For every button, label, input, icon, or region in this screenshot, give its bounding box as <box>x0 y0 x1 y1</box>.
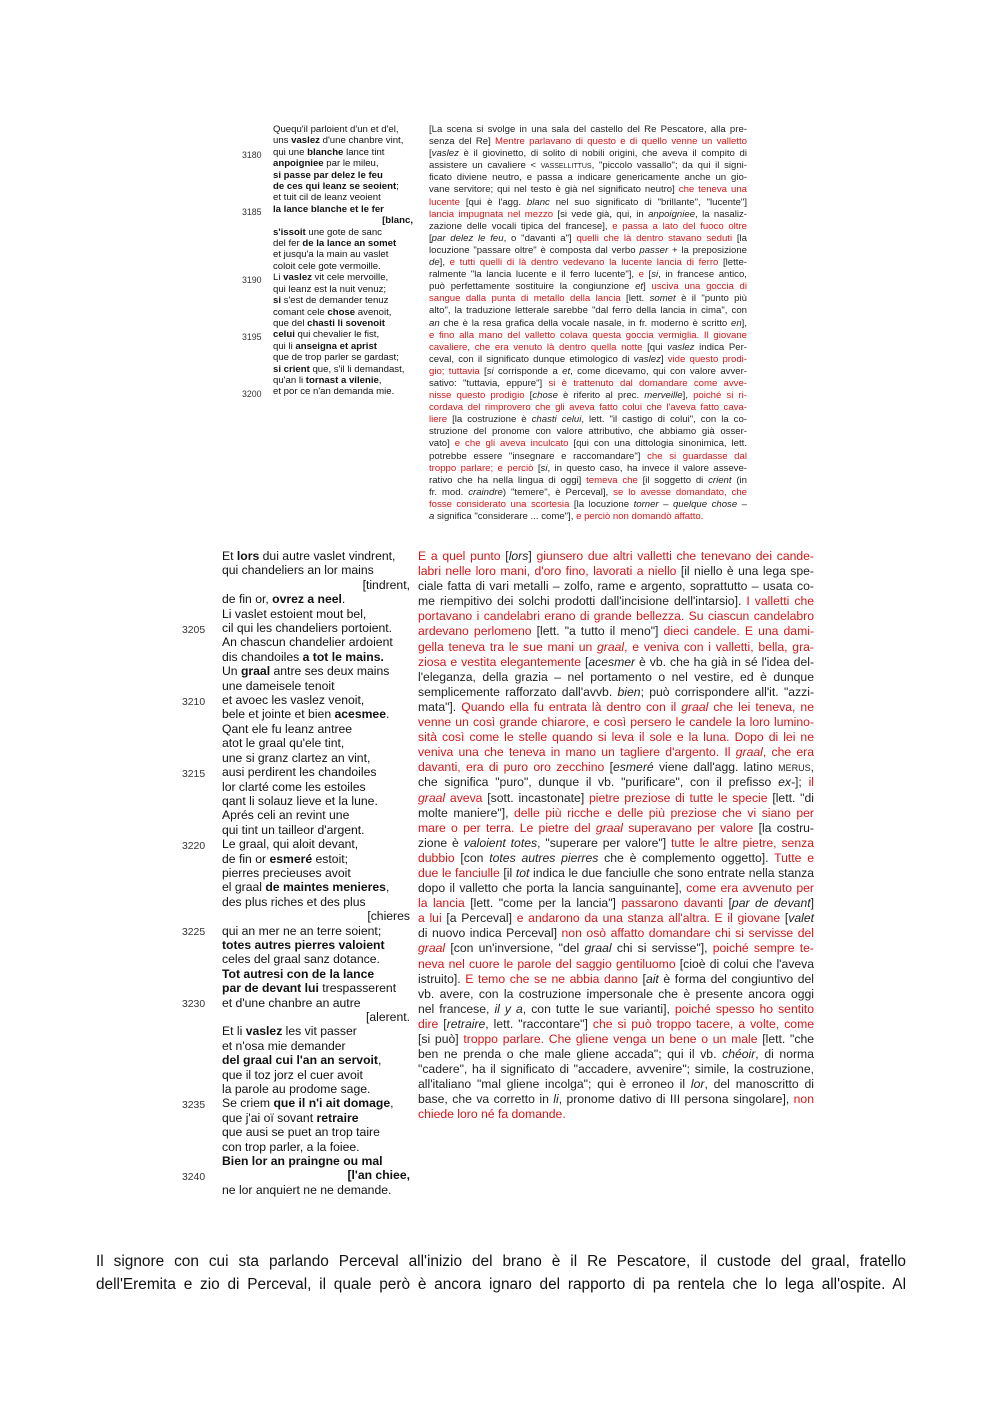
commentary-line: [si può] troppo parlare. Che gliene venga un bene o un male [lett. "che <box>418 1032 814 1046</box>
commentary-line: gio; tuttavia [si corrisponde a et, come dicevamo, qui con valore avver- <box>429 365 747 377</box>
verse-line: con trop parler, a la foiee. <box>222 1139 360 1154</box>
commentary-line: senza del Re] Mentre parlavano di questo e di quello venne un valletto <box>429 136 747 148</box>
commentary-line: può perfettamente sostituire la congiunzione et] usciva una goccia di <box>429 281 747 293</box>
verse-line: qui chandeliers an lor mains <box>222 563 374 578</box>
verse-line: coloit cele gote vermoille. <box>273 260 381 272</box>
verse-line: Li vaslez vit cele mervoille, <box>273 272 389 284</box>
verse-line: dis chandoiles a tot le mains. <box>222 649 384 664</box>
old-french-verses-block-1 <box>273 124 413 398</box>
commentary-line: che significa "puro", dunque il vb. "purificare", con il prefisso ex-]; il <box>418 775 814 790</box>
line-number: 3235 <box>182 1100 206 1112</box>
commentary-line: ziosa e vestita elegantemente [acesmer è vb. che ha già in sé l'idea del- <box>418 654 814 669</box>
commentary-line: veniva una che teneva in mano un tagliere d'argento. Il graal, che era <box>418 745 814 760</box>
verse-line: totes autres pierres valoient <box>222 937 385 952</box>
commentary-line: sità così come le stelle quando si leva il sole e la luna. Dopo di lei ne <box>418 730 814 745</box>
commentary-line: sativo: "tuttavia, eppure"] si è trattenuto dal domandare come avve- <box>429 377 747 389</box>
verse-line: cil qui les chandeliers portoient. <box>222 621 393 636</box>
commentary-line: base, che va corretto in li, pronome dativo di III persona singolare], non <box>418 1092 814 1107</box>
verse-line: celui qui chevalier le fist, <box>273 329 380 341</box>
verse-line: qui tint un tailleor d'argent. <box>222 822 365 837</box>
line-number: 3185 <box>242 206 262 217</box>
commentary-line: potrebbe essere "insegnare e raccomandare"] che si guardasse dal <box>429 450 747 462</box>
commentary-line: dire [retraire, lett. "raccontare"] che si può troppo tacere, a volte, come <box>418 1016 814 1031</box>
commentary-line: cordava del rimprovero che gli aveva fatto colui che l'aveva fatto cava- <box>429 402 747 414</box>
commentary-line: a lui [a Perceval] e andarono da una stanza all'altra. E il giovane [valet <box>418 911 814 926</box>
verse-line: Se criem que il n'i ait domage, <box>222 1096 394 1111</box>
commentary-line: semplicemente rafforzato dall'avvb. bien; può corrispondere all'it. "azzi- <box>418 684 815 699</box>
commentary-line: zazione delle vocali tipica del francese], e passa a lato del fuoco oltre <box>429 220 748 232</box>
verse-line: une si granz clartez an vint, <box>222 750 371 765</box>
verse-line: qui une blanche lance tint <box>273 146 385 158</box>
commentary-line: assistere un cavaliere < vassellittus, "piccolo vassallo"; da qui il signi- <box>429 160 747 172</box>
commentary-line: [La scena si svolge in una sala del castello del Re Pescatore, alla pre- <box>429 124 747 135</box>
verse-line: del fer de la lance an somet <box>273 238 397 250</box>
commentary-line: nel francese, il y a, con tutte le sue varianti], poiché spesso ho sentito <box>418 1001 814 1016</box>
commentary-line: mare o per terra. Le pietre del graal superavano per valore [la costru- <box>418 820 814 835</box>
body-paragraph <box>96 1250 906 1296</box>
paragraph-line: Il signore con cui sta parlando Perceval all'inizio del brano è il Re Pescatore, il custode del graal, fratello <box>96 1253 906 1270</box>
verse-line: Et li vaslez les vit passer <box>222 1024 357 1039</box>
verse-line: Et lors dui autre vaslet vindrent, <box>222 549 396 563</box>
commentary-line: davanti, era di puro oro zecchino [esmeré viene dall'agg. latino merus, <box>418 760 814 775</box>
italian-commentary-block-1 <box>429 124 747 523</box>
commentary-line: vane servitore; qui nel testo è già nel significato neutro] che teneva una <box>429 184 747 196</box>
commentary-line: de], e tutti quelli di là dentro vedevano la lucente lancia di ferro [lette- <box>429 257 747 269</box>
line-number: 3225 <box>182 927 206 939</box>
commentary-line: rativo che ha nella lingua di oggi] temeva che [il soggetto di crient (in <box>429 474 747 486</box>
verse-line: de fin or, ovrez a neel. <box>222 592 346 607</box>
commentary-line: ben ne prenda o che male gliene accada"; qui il vb. chéoir, di norma <box>418 1047 814 1062</box>
verse-line: Li vaslet estoient mout bel, <box>222 606 367 621</box>
commentary-line: alto", la traduzione letterale sarebbe "dal ferro della lancia in cima", con <box>429 305 747 317</box>
commentary-line: a significa "considerare ... come"], e perciò non domandò affatto. <box>429 511 704 522</box>
verse-line: Qant ele fu leanz antree <box>222 721 353 736</box>
verse-line: celes del graal sanz dotance. <box>222 952 380 967</box>
verse-line: que de trop parler se gardast; <box>273 352 399 364</box>
verse-line: de ces qui leanz se seoient; <box>273 181 399 193</box>
commentary-line: sangue dalla punta di metallo della lancia [lett. somet è il "punto più <box>429 293 747 305</box>
commentary-line: [par delez le feu, o "davanti a"] quelli che là dentro stavano seduti [la <box>429 232 747 244</box>
commentary-line: labri nelle loro mani, d'oro fino, lavorati a niello [il niello è una lega spe- <box>418 564 814 579</box>
line-number: 3195 <box>242 332 262 343</box>
commentary-line: graal [con un'inversione, "del graal chi si servisse"], poiché sempre te- <box>418 941 814 956</box>
verse-line: [tindrent, <box>362 577 410 592</box>
commentary-line: dubbio [con totes autres pierres che è complemento oggetto]. Tutte e <box>418 850 814 865</box>
verse-line: et n'osa mie demander <box>222 1038 346 1053</box>
verse-line: qui li anseigna et aprist <box>273 340 377 352</box>
verse-line: et tuit cil de leanz veoient <box>273 192 381 204</box>
commentary-line: molte maniere"], delle più ricche e delle più preziose che vi siano per <box>418 805 814 820</box>
verse-line: si crient que, s'il li demandast, <box>273 363 405 375</box>
verse-line: [l'an chiee, <box>347 1168 410 1183</box>
commentary-line: dopo il valletto che porta la lancia sanguinante], come era avvenuto per <box>418 881 814 896</box>
commentary-line: lancia impugnata nel mezzo [si vede già, qui, in anpoigniee, la nasaliz- <box>429 208 747 220</box>
commentary-line: E a quel punto [lors] giunsero due altri valletti che tenevano dei cande- <box>418 549 814 563</box>
commentary-line: ciale fatta di vari metalli – zolfo, rame e argento, soprattutto – usata co- <box>418 579 814 594</box>
verse-line: Quequ'il parloient d'un et d'el, <box>273 124 399 135</box>
verse-line: que ausi se puet an trop taire <box>222 1125 380 1140</box>
verse-line: pierres precieuses avoit <box>222 865 351 880</box>
verse-line: Bien lor an praingne ou mal <box>222 1154 383 1169</box>
commentary-line: portavano i candelabri erano di grande bellezza. Su ciascun candelabro <box>418 609 814 624</box>
verse-line: et avoec les vaslez venoit, <box>222 693 365 708</box>
verse-line: s'issoit une gote de sanc <box>273 226 382 238</box>
verse-line: la lance blanche et le fer <box>273 203 384 215</box>
line-number: 3205 <box>182 625 206 636</box>
commentary-line: istruito]. E temo che se ne abbia danno [ait è forma del congiuntivo del <box>418 971 814 986</box>
commentary-line: di nuovo indica Perceval] non osò affatto domandare chi si servisse del <box>418 926 814 941</box>
italian-commentary-block-2 <box>418 549 814 1123</box>
verse-line: lor clarté come les estoiles <box>222 779 366 794</box>
line-number: 3240 <box>182 1172 206 1184</box>
verse-line: qui leanz est la nuit venuz; <box>273 283 387 295</box>
commentary-line: mata"]. Quando ella fu entrata là dentro con il graal che lei teneva, ne <box>418 699 814 714</box>
verse-line: des plus riches et des plus <box>222 894 366 909</box>
line-number: 3215 <box>182 769 206 780</box>
commentary-line: fr. mod. craindre) "temere", è Perceval], se lo avesse domandato, che <box>429 486 748 498</box>
commentary-line: struzione del pronome con valore attributivo, che abbiamo già osser- <box>429 426 747 438</box>
verse-line: que il toz jorz el cuer avoit <box>222 1067 363 1082</box>
commentary-line: zione è valoient totes, "superare per valore"] tutte le altre pietre, senza <box>418 835 814 850</box>
commentary-line: ardevano perlomeno [lett. "a tutto il meno"] dieci candele. E una dami- <box>418 624 815 639</box>
verse-line: [chieres <box>367 909 410 924</box>
verse-line: la parole au prodome sage. <box>222 1082 371 1097</box>
commentary-line: ceval, con il significato dunque etimologico di vaslez] vide questo prodi- <box>429 353 747 365</box>
verse-line: que j'ai oï sovant retraire <box>222 1110 359 1125</box>
commentary-line: cavaliere, che era venuto là dentro quella notte [qui vaslez indica Per- <box>429 341 747 353</box>
verse-line: si passe par delez le feu <box>273 169 383 181</box>
commentary-line: lucente [qui è l'agg. blanc nel suo significato di "brillante", "lucente"] <box>429 196 747 208</box>
verse-line: ausi perdirent les chandoiles <box>222 765 377 780</box>
verse-line: une dameisele tenoit <box>222 678 335 693</box>
verse-line: An chascun chandelier ardoient <box>222 635 393 650</box>
verse-line: el graal de maintes menieres, <box>222 880 390 895</box>
line-number: 3190 <box>242 275 262 286</box>
commentary-line: neva nel cuore le parole del saggio gentiluomo [cioè di colui che l'aveva <box>418 956 815 971</box>
commentary-line: liere [la costruzione è chasti celui, lett. "il castigo di colui", con la co- <box>429 414 747 426</box>
commentary-line: ficato diviene neutro, e passa a indicare genericamente anche un gio- <box>429 172 747 184</box>
verse-line: [blanc, <box>382 215 413 227</box>
verse-line: Un graal antre ses deux mains <box>222 664 390 679</box>
commentary-line: venne un così grande chiarore, e così persero le candele la loro lumino- <box>418 715 814 730</box>
line-number: 3230 <box>182 999 206 1011</box>
commentary-line: l'eleganza, della grazia – nel portamento o nel vestire, ed è dunque <box>418 669 814 684</box>
commentary-line: "cadere", ha il significato di "accadere, avvenire"; simile, la costruzione, <box>418 1062 814 1077</box>
verse-line: et d'une chanbre an autre <box>222 995 361 1010</box>
commentary-line: me riempitivo dei solchi prodotti dall'incisione dell'intarsio]. I valletti che <box>418 594 814 609</box>
verse-line: del graal cui l'an an servoit, <box>222 1053 382 1068</box>
commentary-line: ralmente "la lancia lucente e il ferro lucente"], e [si, in francese antico, <box>429 269 747 281</box>
commentary-line: an che è la resa grafica della vocale nasale, in fr. moderno è scritto en], <box>429 317 747 329</box>
verse-line: comant cele chose avenoit, <box>273 306 392 318</box>
line-number: 3210 <box>182 697 206 708</box>
verse-line: anpoigniee par le mileu, <box>273 158 379 170</box>
line-number: 3220 <box>182 841 206 852</box>
commentary-line: nisse questo prodigio [chose è riferito al prec. merveille], poiché si ri- <box>429 390 747 402</box>
commentary-line: troppo parlare; e perciò [si, in questo caso, ha invece il valore asseve- <box>429 462 747 474</box>
commentary-line: graal aveva [sott. incastonate] pietre preziose di tutte le specie [lett. "di <box>418 790 814 805</box>
verse-line: par de devant lui trespasserent <box>222 981 397 996</box>
verse-line: de fin or esmeré estoit; <box>222 851 349 866</box>
verse-line: qui an mer ne an terre soient; <box>222 923 382 938</box>
paragraph-line: dell'Eremita e zio di Perceval, il quale però è ancora ignaro del rapporto di pa rentela che lo lega all'ospite. Al <box>96 1276 906 1293</box>
verse-line: si s'est de demander tenuz <box>273 295 389 307</box>
commentary-line: gella teneva tra le sue mani un graal, e veniva con i valletti, bella, gra- <box>418 639 814 654</box>
verse-line: Aprés celi an revint une <box>222 808 350 823</box>
verse-line: bele et jointe et bien acesmee. <box>222 707 390 722</box>
verse-line: Le graal, qui aloit devant, <box>222 837 359 852</box>
verse-line: qant li solauz lieve et la lune. <box>222 793 378 808</box>
line-number: 3180 <box>242 149 262 160</box>
commentary-line: vato] e che gli aveva inculcato [qui con una dittologia sinonimica, lett. <box>429 438 748 450</box>
verse-line: atot le graal qu'ele tint, <box>222 736 345 751</box>
verse-line: ne lor anquiert ne ne demande. <box>222 1182 392 1197</box>
verse-line: et por ce n'an demanda mie. <box>273 386 395 398</box>
commentary-line: [vaslez è il giovinetto, di solito di nobili origini, che aveva il compito di <box>429 148 747 160</box>
commentary-line: chiede loro né fa domande. <box>418 1107 566 1122</box>
line-number: 3200 <box>242 389 262 400</box>
verse-line: Tot autresi con de la lance <box>222 966 375 981</box>
commentary-line: e fino alla mano del valletto colava questa goccia vermiglia. Il giovane <box>429 329 747 341</box>
verse-line: que del chasti li sovenoit <box>273 317 385 329</box>
commentary-line: locuzione "passare oltre" è composta dal verbo passer + la preposizione <box>429 244 747 256</box>
verse-line: qu'an li tornast a vilenie, <box>273 374 382 386</box>
commentary-line: due le fanciulle [il tot indica le due fanciulle che sono entrate nella stanza <box>418 865 814 880</box>
commentary-line: fosse considerato una scortesia [la locuzione torner – quelque chose – <box>429 498 748 510</box>
verse-line: uns vaslez d'une chanbre vint, <box>273 135 404 147</box>
commentary-line: vb. avere, con la costruzione impersonale che è presente ancora oggi <box>418 986 814 1001</box>
verse-line: [alerent. <box>365 1010 410 1024</box>
old-french-verses-block-2 <box>222 549 410 1197</box>
commentary-line: all'italiano "mal gliene incolga"; qui è erroneo il lor, del manoscritto di <box>418 1077 814 1092</box>
verse-line: et jusqu'a la main au vaslet <box>273 249 389 261</box>
commentary-line: la lancia [lett. "come per la lancia"] passarono davanti [par de devant] <box>418 896 814 911</box>
